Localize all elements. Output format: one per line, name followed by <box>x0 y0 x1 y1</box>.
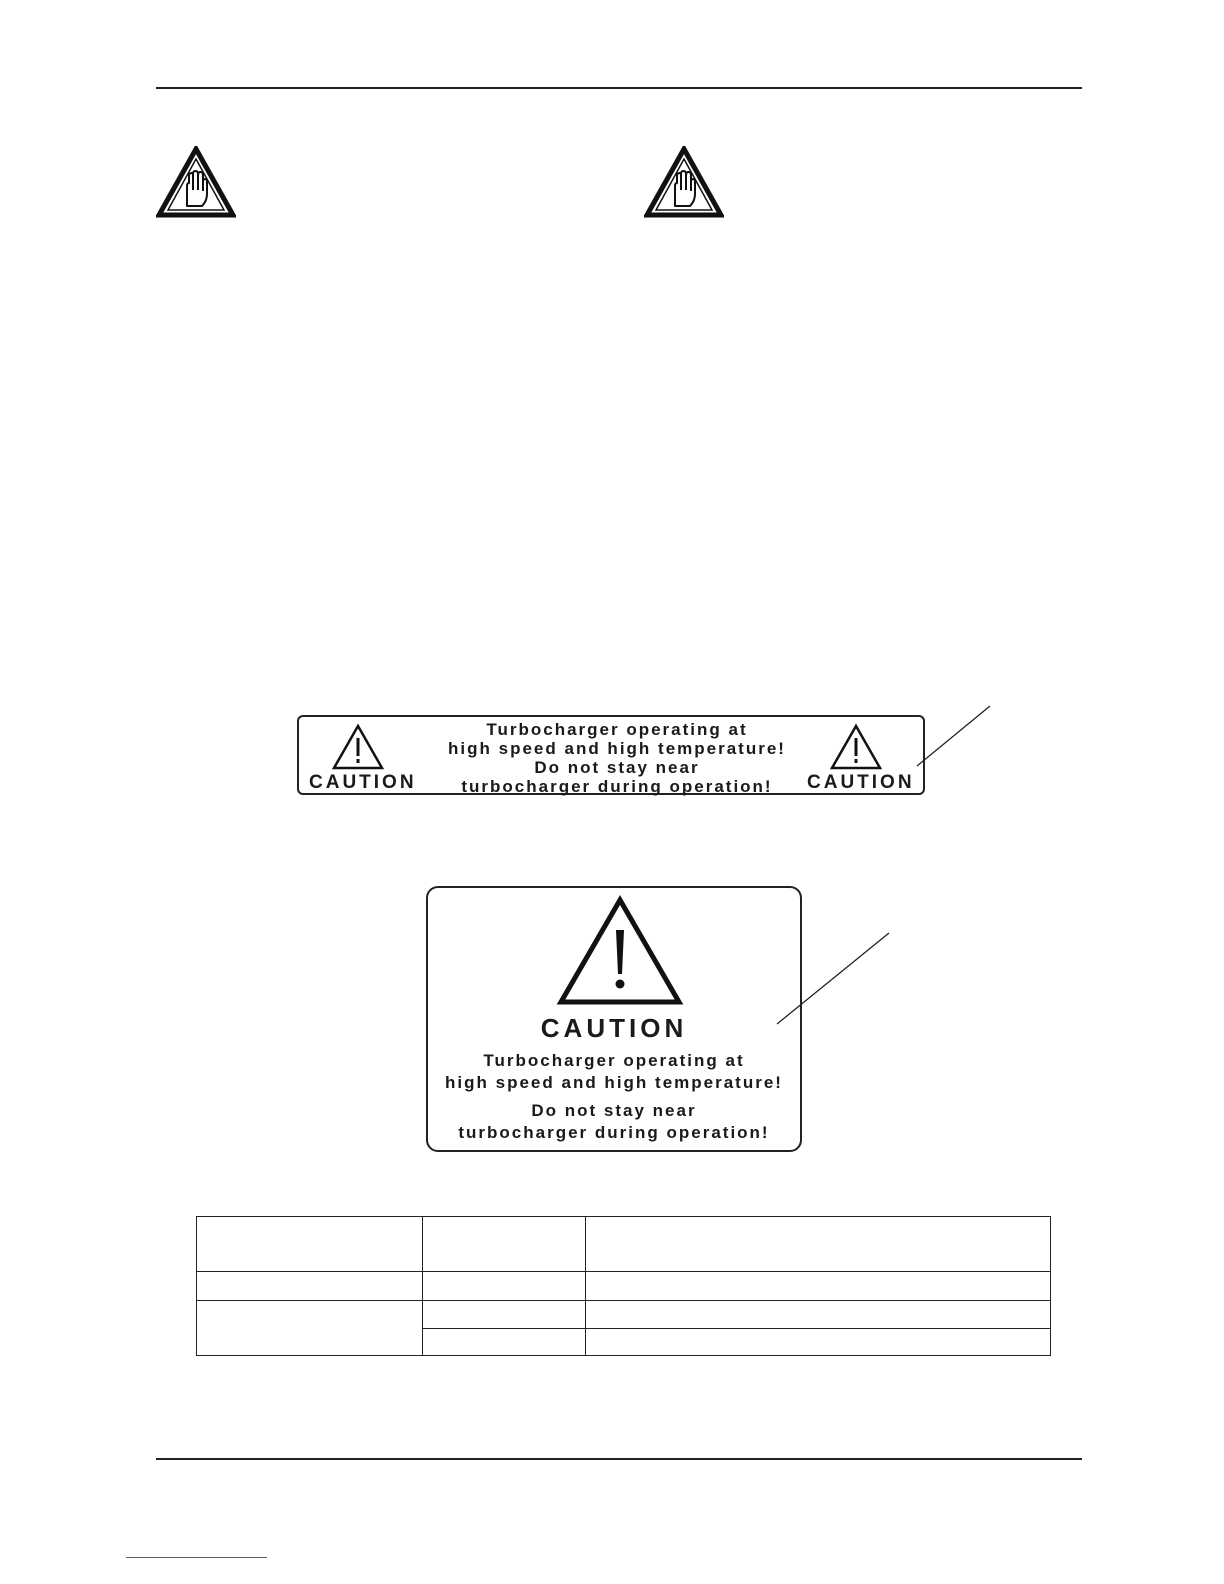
warning-triangle-icon-left <box>331 723 385 771</box>
caution-text: CAUTION <box>540 1013 688 1043</box>
warning-triangle-icon <box>556 894 684 1008</box>
strip-line-1: Turbocharger operating at <box>486 720 748 739</box>
caution-big-label <box>426 886 802 1152</box>
strip-line-4: turbocharger during operation! <box>461 777 773 796</box>
table-cell <box>423 1217 586 1272</box>
caution-text-right: CAUTION <box>807 772 915 793</box>
strip-label-message <box>427 720 807 796</box>
table-cell <box>423 1329 586 1356</box>
big-line-4: turbocharger during operation! <box>458 1123 770 1142</box>
table-cell <box>586 1301 1051 1329</box>
big-label-message <box>428 1050 800 1144</box>
table-header-row <box>197 1217 1051 1272</box>
table-cell <box>586 1217 1051 1272</box>
hand-warning-icon-left <box>156 146 236 218</box>
hand-warning-icon-right <box>644 146 724 218</box>
table-cell <box>197 1301 423 1356</box>
big-line-3: Do not stay near <box>531 1101 697 1120</box>
big-line-1: Turbocharger operating at <box>483 1051 745 1070</box>
table-cell <box>197 1272 423 1301</box>
strip-line-2: high speed and high temperature! <box>448 739 786 758</box>
footer-link-underline[interactable] <box>126 1557 267 1558</box>
footer-rule <box>156 1458 1082 1460</box>
specification-table <box>196 1216 1051 1356</box>
big-line-2: high speed and high temperature! <box>445 1073 783 1092</box>
header-rule <box>156 87 1082 89</box>
table-cell <box>423 1301 586 1329</box>
leader-line-strip <box>917 706 990 766</box>
table-cell <box>586 1272 1051 1301</box>
table-cell <box>197 1217 423 1272</box>
warning-triangle-icon-right <box>829 723 883 771</box>
caution-text-left: CAUTION <box>309 772 417 793</box>
table-row <box>197 1272 1051 1301</box>
strip-line-3: Do not stay near <box>534 758 700 777</box>
table-cell <box>423 1272 586 1301</box>
table-cell <box>586 1329 1051 1356</box>
caution-strip-label <box>297 715 925 795</box>
table-row <box>197 1301 1051 1329</box>
